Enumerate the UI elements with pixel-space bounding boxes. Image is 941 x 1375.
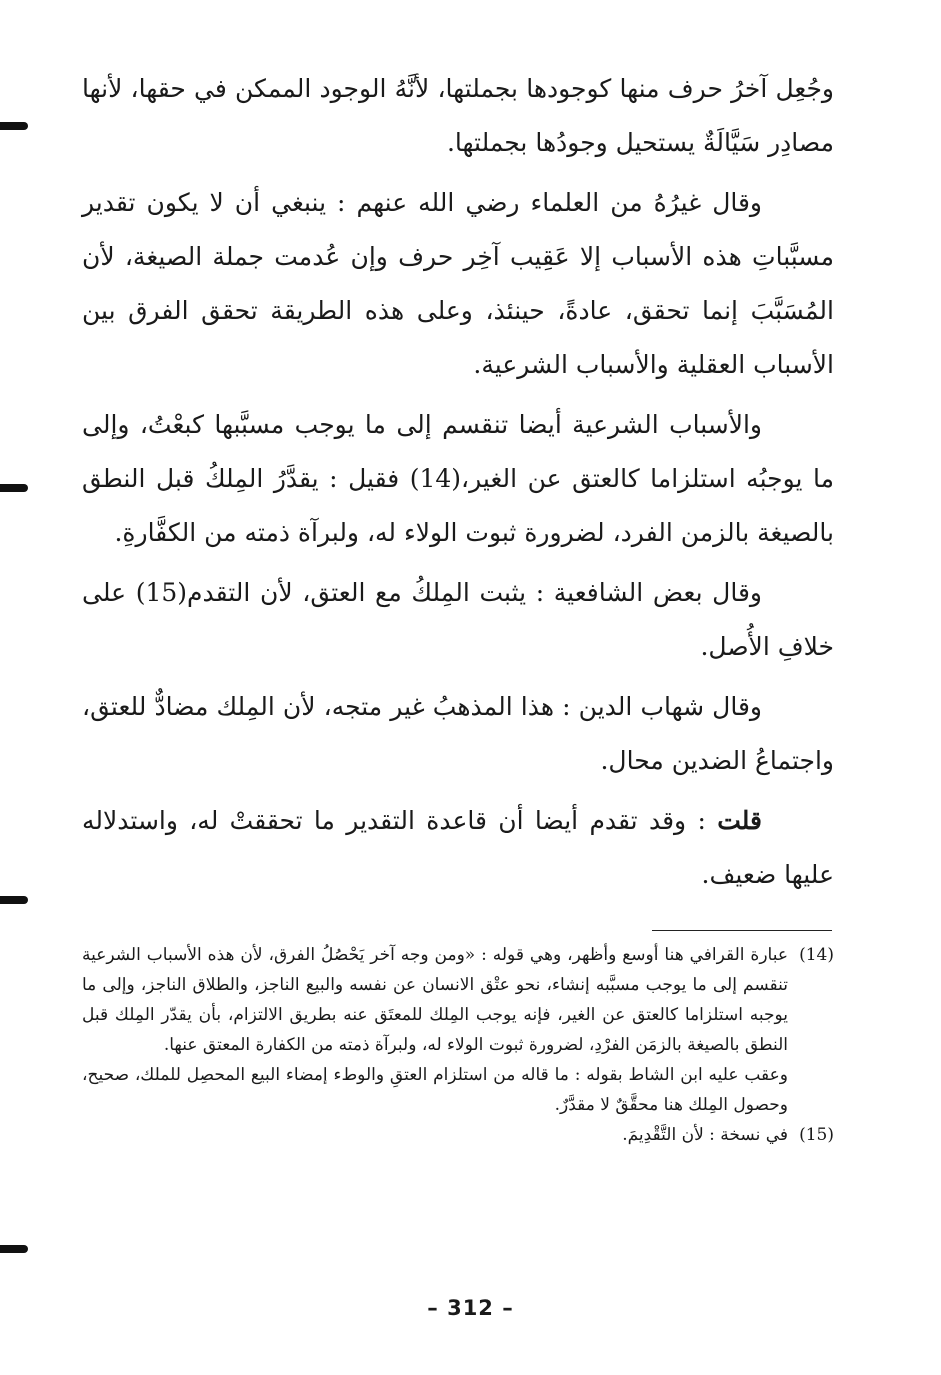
qult-text: : وقد تقدم أيضا أن قاعدة التقدير ما تحققتْ له، واستدلاله عليها ضعيف.: [82, 806, 834, 889]
footnote-number: (15): [799, 1125, 834, 1145]
paragraph-1: وجُعِل آخرُ حرف منها كوجودها بجملتها، لأنَّهُ الوجود الممكن في حقها، لأنها مصادِر سَيَّالَةٌ يستحيل وجودُها بجملتها.: [82, 74, 834, 157]
main-text: [82, 62, 834, 908]
paragraph-2: وقال غيرُهُ من العلماء رضي الله عنهم : ينبغي أن لا يكون تقدير مسبَّباتِ هذه الأسباب إلا عَقِيب آخِر حرف وإن عُدمت جملة الصيغة، لأن المُسَبَّبَ إنما تحقق، عادةً، حينئذ، وعلى هذه الطريقة تحقق الفرق بين الأسباب العقلية والأسباب الشرعية.: [82, 188, 834, 379]
footnote-text-continued: وعقب عليه ابن الشاط بقوله : ما قاله من استلزام العتقِ والوطء إمضاء البيع المحصِل للملك، صحيح، وحصول المِلك هنا محقَّقٌ لا مقدَّرٌ.: [82, 1065, 788, 1115]
footnote-body: [82, 940, 788, 1120]
paragraph-5: وقال شهاب الدين : هذا المذهبُ غير متجه، لأن المِلك مضادٌّ للعتق، واجتماعُ الضدين محال.: [82, 692, 834, 775]
margin-mark: [0, 896, 28, 904]
margin-mark: [0, 484, 28, 492]
footnotes: [82, 940, 834, 1150]
paragraph-6: [82, 794, 834, 902]
paragraph-4: وقال بعض الشافعية : يثبت المِلكُ مع العتق، لأن التقدم(15) على خلافِ الأُصل.: [82, 578, 834, 661]
paragraph-3: والأسباب الشرعية أيضا تنقسم إلى ما يوجب مسبَّبها كبعْتُ، وإلى ما يوجبُه استلزاما كالعتق عن الغير،(14) فقيل : يقدَّرُ المِلكُ قبل النطق بالصيغة بالزمن الفرد، لضرورة ثبوت الولاء له، ولبرآة ذمته من الكفَّارةِ.: [82, 410, 834, 547]
footnote-body: [82, 1120, 788, 1150]
footnote-number: (14): [799, 945, 834, 965]
footnote-14: [82, 940, 834, 1120]
qult-lead: قلت: [717, 806, 762, 835]
footnote-text: عبارة القرافي هنا أوسع وأظهر، وهي قوله : «ومن وجه آخر يَحْصُلُ الفرق، لأن هذه الأسباب الشرعية تنقسم إلى ما يوجب مسبَّبه إنشاء، نحو عتْق الانسان عن نفسه والبيع الناجز، والطلاق الناجز، وإلى ما يوجبه استلزاما كالعتق عن الغير، فإنه يوجب المِلك للمعتَق عنه بطريق الالتزام، بأن يقدّر المِلك قبل النطق بالصيغة بالزمَن الفرْدِ، لضرورة ثبوت الولاء له، ولبرآة ذمته من الكفارة المعتق عنها.: [82, 945, 788, 1055]
margin-mark: [0, 1245, 28, 1253]
footnote-divider: [652, 930, 832, 931]
footnote-text: في نسخة : لأن التَّقْدِيمَ.: [622, 1125, 788, 1145]
page-number: – 312 –: [427, 1296, 514, 1320]
margin-mark: [0, 122, 28, 130]
footnote-15: [82, 1120, 834, 1150]
